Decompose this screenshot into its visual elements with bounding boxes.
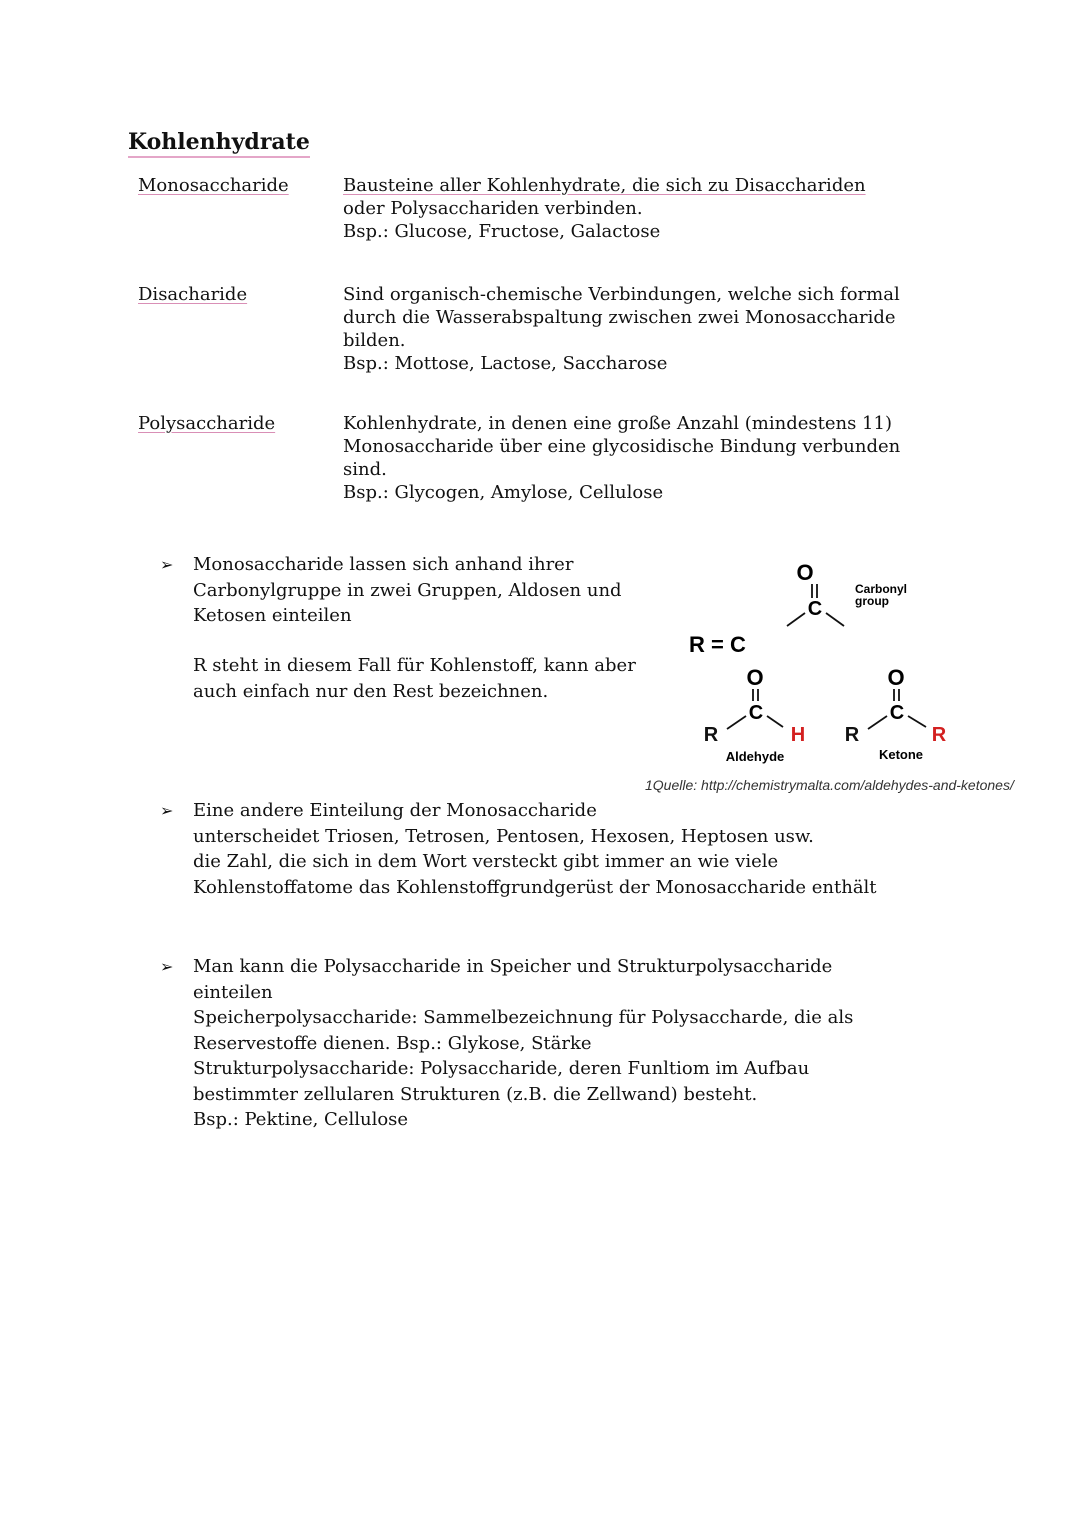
atom-o: O	[796, 560, 814, 585]
bullet-line: unterscheidet Triosen, Tetrosen, Pentosen, Hexosen, Heptosen usw.	[193, 825, 814, 847]
bullet-line: die Zahl, die sich in dem Wort versteckt gibt immer an wie viele	[193, 851, 779, 872]
carbonyl-label: Carbonyl	[855, 582, 908, 596]
note-line: auch einfach nur den Rest bezeichnen.	[193, 681, 549, 702]
definition-line: Monosaccharide über eine glycosidische Bindung verbunden	[343, 436, 901, 457]
bullet-line: Eine andere Einteilung der Monosaccharide	[193, 800, 597, 821]
atom-c: C	[889, 702, 905, 724]
definition-line: Bsp.: Glucose, Fructose, Galactose	[343, 221, 661, 242]
bullet-arrow-icon: ➢	[160, 957, 174, 976]
bullet-line: Bsp.: Pektine, Cellulose	[193, 1109, 409, 1130]
definition-line: durch die Wasserabspaltung zwischen zwei Monosaccharide	[343, 307, 896, 328]
r-note	[193, 653, 673, 705]
definition-line: Sind organisch-chemische Verbindungen, welche sich formal	[343, 284, 900, 305]
atom-r: R	[844, 724, 860, 746]
page-title: Kohlenhydrate	[128, 128, 310, 158]
atom-r: R	[931, 724, 947, 746]
atom-c: C	[807, 598, 823, 620]
atom-o: O	[887, 665, 905, 690]
aldehyde-label: Aldehyde	[725, 749, 785, 764]
term-polysaccharide: Polysaccharide	[138, 413, 276, 434]
atom-c: C	[748, 702, 764, 724]
bullet-line: Monosaccharide lassen sich anhand ihrer	[193, 554, 574, 575]
bullet-line: Speicherpolysaccharide: Sammelbezeichnung für Polysaccharde, die als	[193, 1007, 854, 1028]
r-equals-c: R = C	[689, 632, 746, 657]
bullet-line: einteilen	[193, 981, 273, 1003]
definition-line: Bsp.: Glycogen, Amylose, Cellulose	[343, 482, 664, 503]
term-monosaccharide: Monosaccharide	[138, 175, 289, 196]
bullet-line: Strukturpolysaccharide: Polysaccharide, deren Funltiom im Aufbau	[193, 1058, 810, 1079]
bullet-arrow-icon: ➢	[160, 555, 174, 574]
definition-line: Bsp.: Mottose, Lactose, Saccharose	[343, 353, 668, 374]
carbonyl-label: group	[855, 594, 889, 608]
bullet-line: Man kann die Polysaccharide in Speicher und Strukturpolysaccharide	[193, 956, 833, 977]
carbonyl-figure	[680, 555, 980, 770]
definition-line: bilden.	[343, 330, 406, 351]
definition-line: Kohlenhydrate, in denen eine große Anzahl (mindestens 11)	[343, 413, 892, 434]
bullet-classification	[193, 798, 877, 900]
bullet-line: Ketosen einteilen	[193, 605, 352, 626]
bullet-carbonyl-groups	[193, 552, 622, 629]
bullet-line: bestimmter zellularen Strukturen (z.B. die Zellwand) besteht.	[193, 1083, 758, 1105]
bullet-line: Reservestoffe dienen. Bsp.: Glykose, Stärke	[193, 1032, 592, 1054]
definition-monosaccharide	[343, 174, 983, 243]
atom-o: O	[746, 665, 764, 690]
bullet-line: Kohlenstoffatome das Kohlenstoffgrundgerüst der Monosaccharide enthält	[193, 876, 877, 898]
definition-polysaccharide	[343, 412, 983, 504]
bullet-line: Carbonylgruppe in zwei Gruppen, Aldosen und	[193, 579, 622, 601]
atom-r: R	[703, 724, 719, 746]
definition-disacharide	[343, 283, 983, 375]
atom-h: H	[790, 724, 806, 746]
definition-line: Bausteine aller Kohlenhydrate, die sich zu Disacchariden	[343, 175, 866, 196]
note-line: R steht in diesem Fall für Kohlenstoff, kann aber	[193, 655, 636, 676]
bullet-polysaccharide-types	[193, 954, 853, 1133]
definition-line: sind.	[343, 459, 387, 480]
term-disacharide: Disacharide	[138, 284, 248, 305]
bullet-arrow-icon: ➢	[160, 801, 174, 820]
definition-line: oder Polysacchariden verbinden.	[343, 198, 643, 219]
figure-caption: 1Quelle: http://chemistrymalta.com/aldehydes-and-ketones/	[645, 777, 1014, 793]
ketone-label: Ketone	[878, 747, 924, 762]
